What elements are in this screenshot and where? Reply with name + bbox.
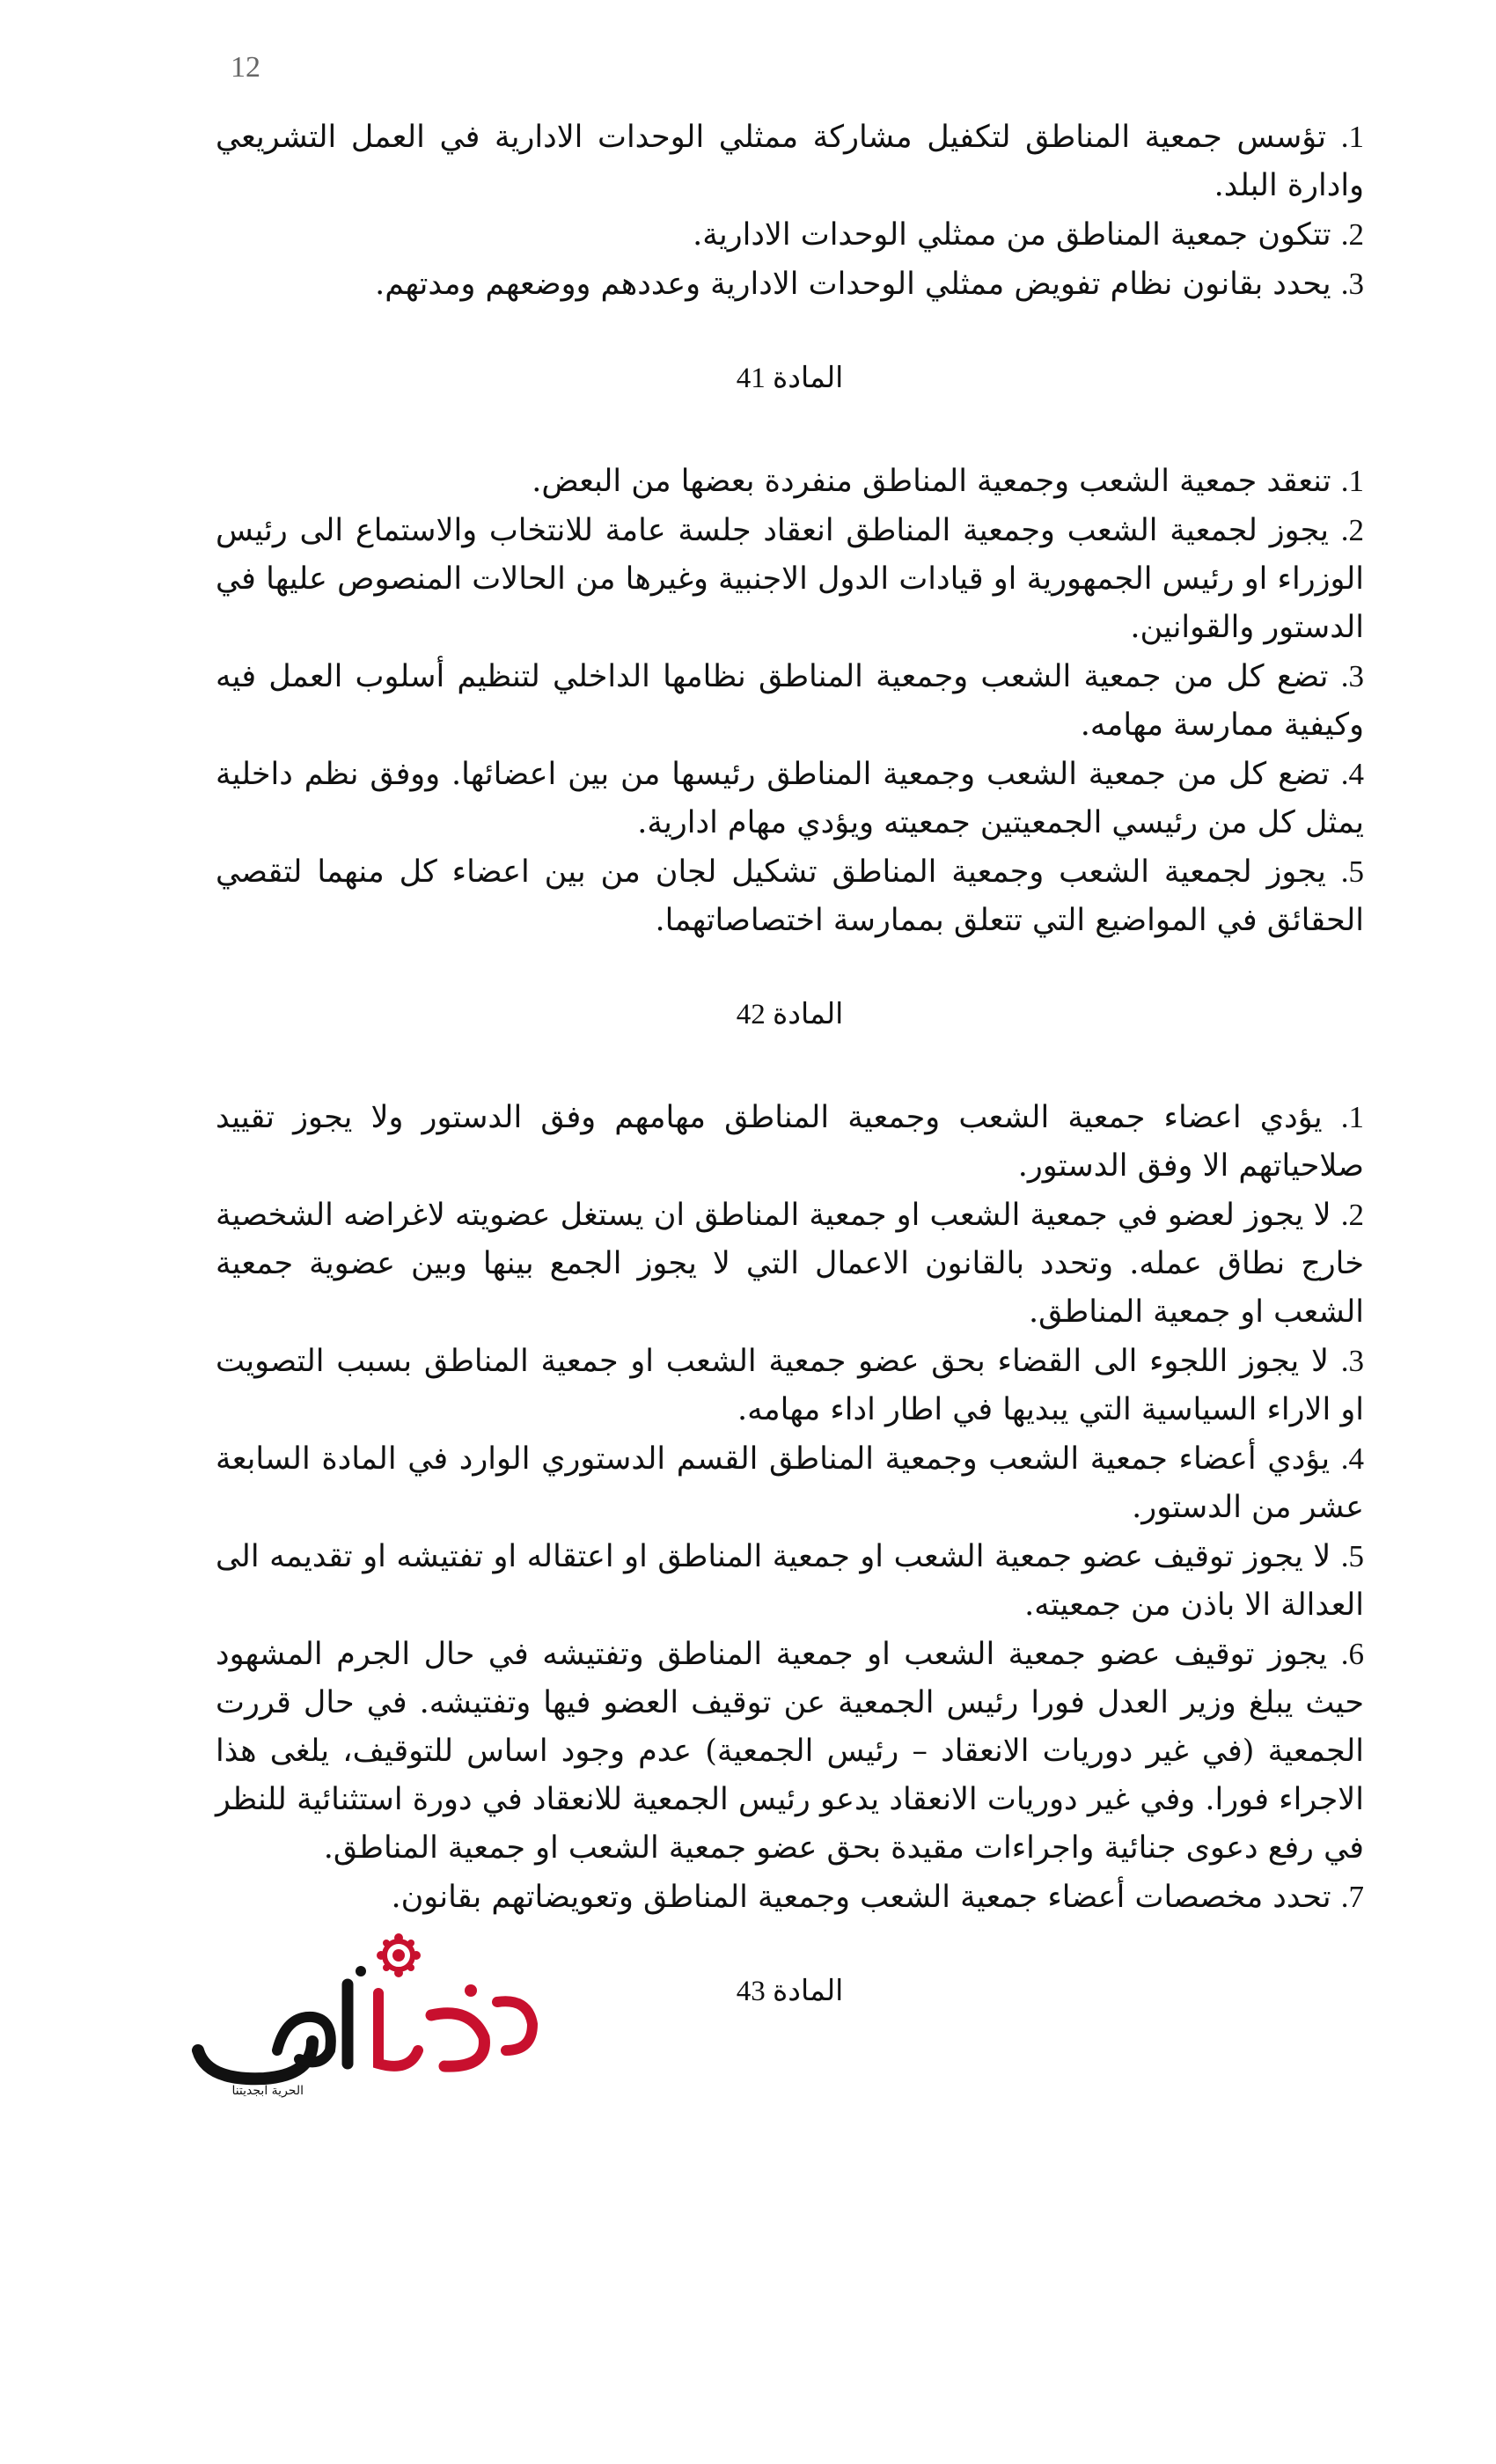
clause: 1. تؤسس جمعية المناطق لتكفيل مشاركة ممثلي الوحدات الادارية في العمل التشريعي وادارة البلد. <box>216 120 1364 203</box>
page-number: 12 <box>231 51 260 84</box>
clause: 2. يجوز لجمعية الشعب وجمعية المناطق انعقاد جلسة عامة للانتخاب والاستماع الى رئيس الوزراء او رئيس الجمهورية او قيادات الدول الاجنبية وغيرها من الحالات المنصوص عليها في الدستور والقوانين. <box>216 513 1364 645</box>
clause: 1. يؤدي اعضاء جمعية الشعب وجمعية المناطق مهامهم وفق الدستور ولا يجوز تقييد صلاحياتهم الا وفق الدستور. <box>216 1100 1364 1184</box>
clause: 2. تتكون جمعية المناطق من ممثلي الوحدات الادارية. <box>693 217 1364 253</box>
clause: 6. يجوز توقيف عضو جمعية الشعب او جمعية المناطق وتفتيشه في حال الجرم المشهود حيث يبلغ وزير العدل فورا رئيس الجمعية عن توقيف العضو فيها وتفتيشه. في حال قررت الجمعية (في غير دوريات الانعقاد – رئيس الجمعية) عدم وجود اساس للتوقيف، يلغى هذا الاجراء فورا. وفي غير دوريات الانعقاد يدعو رئيس الجمعية للانعقاد في دورة استثنائية للنظر في رفع دعوى جنائية واجراءات مقيدة بحق عضو جمعية الشعب او جمعية المناطق. <box>216 1637 1364 1866</box>
clause: 4. تضع كل من جمعية الشعب وجمعية المناطق رئيسها من بين اعضائها. ووفق نظم داخلية يمثل كل من رئيسي الجمعيتين جمعيته ويؤدي مهام ادارية. <box>216 757 1364 840</box>
intro-clauses <box>216 113 1364 309</box>
clause: 1. تنعقد جمعية الشعب وجمعية المناطق منفردة بعضها من البعض. <box>532 464 1364 499</box>
clause: 5. يجوز لجمعية الشعب وجمعية المناطق تشكيل لجان من بين اعضاء كل منهما لتقصي الحقائق في المواضيع التي تتعلق بممارسة اختصاصاتهما. <box>216 854 1364 938</box>
clause: 7. تحدد مخصصات أعضاء جمعية الشعب وجمعية المناطق وتعويضاتهم بقانون. <box>391 1880 1364 1915</box>
article-42-clauses <box>216 1093 1364 1922</box>
clause: 5. لا يجوز توقيف عضو جمعية الشعب او جمعية المناطق او اعتقاله او تفتيشه او تقديمه الى العدالة الا باذن من جمعيته. <box>216 1539 1364 1623</box>
article-42-title: المادة 42 <box>736 999 844 1030</box>
clause: 2. لا يجوز لعضو في جمعية الشعب او جمعية المناطق ان يستغل عضويته لاغراضه الشخصية خارج نطاق عمله. وتحدد بالقانون الاعمال التي لا يجوز الجمع بينها وبين عضوية جمعية الشعب او جمعية المناطق. <box>216 1198 1364 1330</box>
zaman-alwasl-logo <box>180 1918 550 2103</box>
clause: 3. تضع كل من جمعية الشعب وجمعية المناطق نظامها الداخلي لتنظيم أسلوب العمل فيه وكيفية ممارسة مهامه. <box>216 659 1364 743</box>
logo-tagline: الحرية ابجديتنا <box>231 2084 304 2098</box>
article-41-title: المادة 41 <box>736 363 844 394</box>
clause: 4. يؤدي أعضاء جمعية الشعب وجمعية المناطق القسم الدستوري الوارد في المادة السابعة عشر من الدستور. <box>216 1441 1364 1525</box>
clause: 3. يحدد بقانون نظام تفويض ممثلي الوحدات الادارية وعددهم ووضعهم ومدتهم. <box>375 267 1364 302</box>
article-41-clauses <box>216 457 1364 945</box>
clause: 3. لا يجوز اللجوء الى القضاء بحق عضو جمعية الشعب او جمعية المناطق بسبب التصويت او الاراء السياسية التي يبديها في اطار اداء مهامه. <box>216 1344 1364 1427</box>
document-body <box>216 113 1364 2070</box>
rosette-icon <box>377 1933 421 1977</box>
article-43-title: المادة 43 <box>736 1976 844 2007</box>
